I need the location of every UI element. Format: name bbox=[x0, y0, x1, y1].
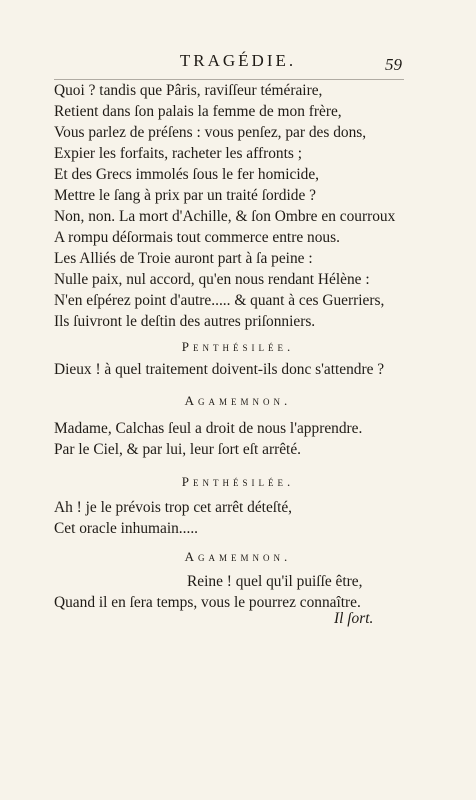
verse-line: Retient dans ſon palais la femme de mon frère, bbox=[54, 103, 342, 120]
stage-direction: Il ſort. bbox=[334, 610, 374, 627]
verse-line: Nulle paix, nul accord, qu'en nous rendant Hélène : bbox=[54, 271, 370, 288]
verse-line: Ils ſuivront le deſtin des autres priſonniers. bbox=[54, 313, 316, 330]
page-number: 59 bbox=[385, 55, 402, 74]
speaker-name: Agamemnon. bbox=[184, 549, 292, 564]
verse-line: Non, non. La mort d'Achille, & ſon Ombre en courroux bbox=[54, 208, 396, 225]
running-head: TRAGÉDIE. bbox=[179, 51, 297, 70]
verse-line: Par le Ciel, & par lui, leur ſort eſt arrêté. bbox=[54, 441, 302, 458]
verse-line: Mettre le ſang à prix par un traité ſordide ? bbox=[54, 187, 316, 204]
verse-line: Quoi ? tandis que Pâris, raviſſeur téméraire, bbox=[54, 82, 323, 99]
verse-line: N'en eſpérez point d'autre..... & quant à ces Guerriers, bbox=[54, 292, 385, 309]
verse-line: Les Alliés de Troie auront part à ſa peine : bbox=[54, 250, 313, 267]
header-rule bbox=[54, 79, 404, 80]
verse-line: Ah ! je le prévois trop cet arrêt déteſté, bbox=[54, 499, 293, 516]
speaker-name: Penthésilée. bbox=[181, 339, 295, 354]
speaker-name: Penthésilée. bbox=[181, 474, 295, 489]
verse-line: Dieux ! à quel traitement doivent-ils donc s'attendre ? bbox=[54, 361, 385, 378]
verse-line: Expier les forfaits, racheter les affronts ; bbox=[54, 145, 303, 162]
verse-line: A rompu déſormais tout commerce entre nous. bbox=[54, 229, 340, 246]
speaker-name: Agamemnon. bbox=[184, 393, 292, 408]
verse-line: Quand il en ſera temps, vous le pourrez connaître. bbox=[54, 594, 361, 611]
verse-line: Madame, Calchas ſeul a droit de nous l'apprendre. bbox=[54, 420, 363, 437]
verse-line: Reine ! quel qu'il puiſſe être, bbox=[187, 573, 363, 590]
verse-line: Vous parlez de préſens : vous penſez, par des dons, bbox=[54, 124, 367, 141]
verse-line: Et des Grecs immolés ſous le fer homicide, bbox=[54, 166, 319, 183]
verse-line: Cet oracle inhumain..... bbox=[54, 520, 199, 537]
